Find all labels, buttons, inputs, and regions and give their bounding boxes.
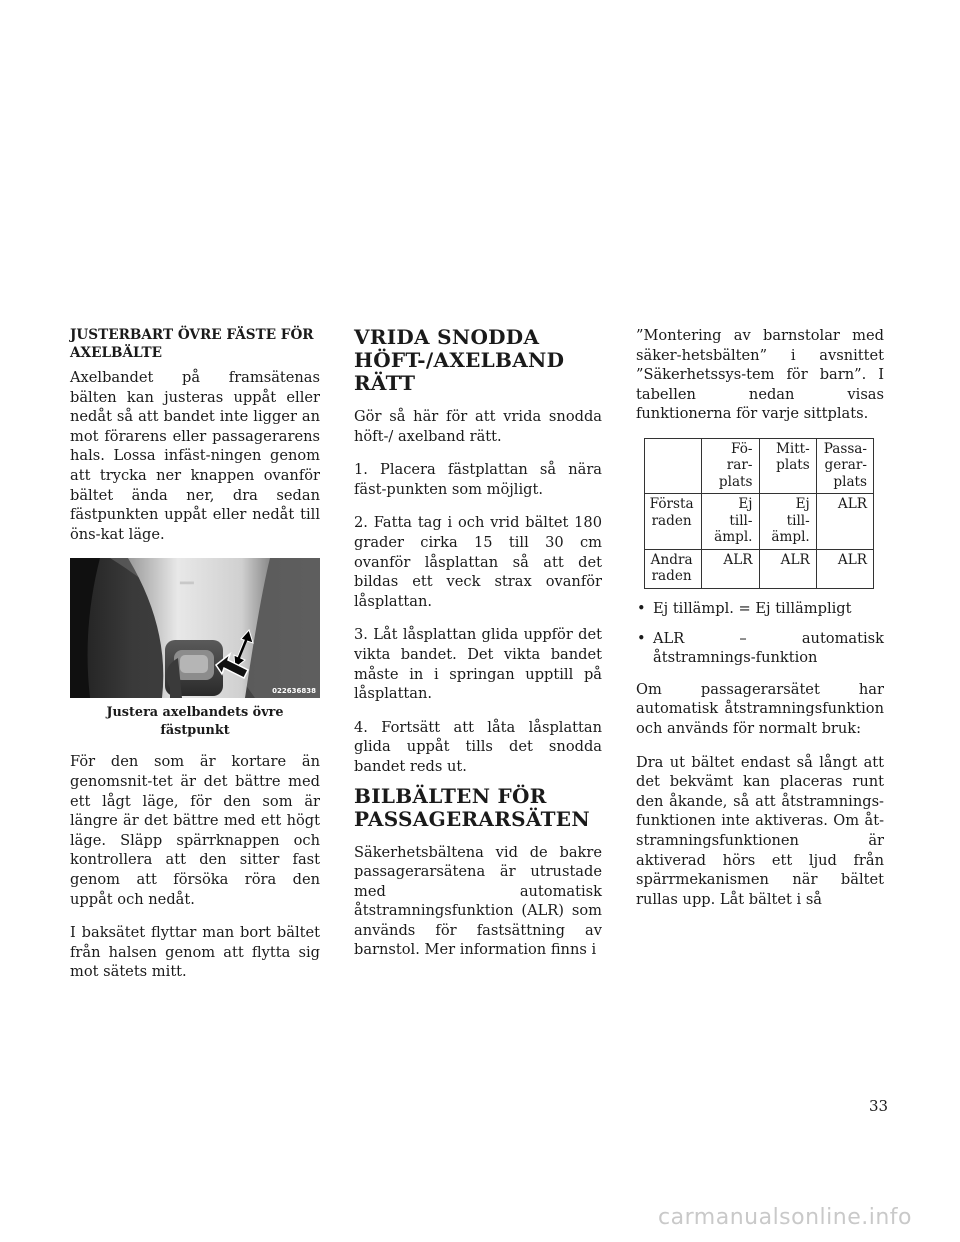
- paragraph-pull-out-belt: Dra ut bältet endast så långt att det bekvämt kan placeras runt den åkande, så att åtstramnings-funktionen inte aktiveras. Om åt-stramningsfunktionen är aktiverad hörs ett ljud från spärrmekanismen när bältet rullas upp. Låt bältet i så: [636, 753, 884, 908]
- table-header-cell: Mitt- plats: [759, 438, 816, 494]
- paragraph-height-advice: För den som är kortare än genomsnit-tet är det bättre med ett lågt läge, för den som är längre är det bättre med ett högt läge. Släpp spärrknappen och kontrollera att den sitter fast genom att försöka röra den uppåt och nedåt.: [70, 753, 320, 908]
- table-header-cell: Fö- rar- plats: [702, 438, 759, 494]
- svg-text:▂▂: ▂▂: [180, 575, 194, 586]
- bullet-list: [636, 599, 884, 668]
- table-cell: ALR: [759, 549, 816, 588]
- table-header-cell: Passa- gerar- plats: [816, 438, 873, 494]
- table-cell: Ej till- ämpl.: [759, 494, 816, 550]
- paragraph-twist-intro: Gör så här för att vrida snodda höft-/ axelband rätt.: [354, 408, 602, 445]
- seating-function-table: [644, 438, 874, 589]
- column-left: [70, 326, 320, 996]
- section-heading-passenger-belts: BILBÄLTEN FÖR PASSAGERARSÄTEN: [354, 783, 590, 831]
- table-row: [645, 494, 874, 550]
- column-right: [636, 326, 884, 923]
- table-row-header: Första raden: [645, 494, 702, 550]
- table-cell: ALR: [702, 549, 759, 588]
- paragraph-alr-intro: Säkerhetsbältena vid de bakre passagerarsätena är utrustade med automatisk åtstramningsfunktion (ALR) som används för fastsättning av barnstol. Mer information finns i: [354, 843, 602, 959]
- paragraph-table-intro: ”Montering av barnstolar med säker-hetsbälten” i avsnittet ”Säkerhetssys-tem för barn”. I tabellen nedan visas funktionerna för varje sittplats.: [636, 327, 884, 423]
- page-number: 33: [869, 1097, 889, 1115]
- paragraph-normal-use: Om passagerarsätet har automatisk åtstramningsfunktion och används för normalt bruk:: [636, 680, 884, 737]
- bullet-alr-definition: • ALR – automatisk åtstramnings-funktion: [636, 629, 884, 668]
- bullet-na-definition: • Ej tillämpl. = Ej tillämpligt: [636, 599, 884, 619]
- step-1: 1. Placera fästplattan så nära fäst-punkten som möjligt.: [354, 461, 602, 498]
- figure-code: 022636838: [272, 687, 316, 696]
- table-header-row: [645, 438, 874, 494]
- step-3: 3. Låt låsplattan glida uppför det vikta bandet. Det vikta bandet måste in i springan upptill på låsplattan.: [354, 626, 602, 703]
- table-cell: Ej till- ämpl.: [702, 494, 759, 550]
- step-2: 2. Fatta tag i och vrid bältet 180 grader cirka 15 till 30 cm ovanför låsplattan så att det bildas ett veck strax ovanför låsplattan.: [354, 514, 602, 610]
- table-header-cell: [645, 438, 702, 494]
- figure-shoulder-belt-anchor: [70, 558, 320, 698]
- paragraph-anchor-adjust: Axelbandet på framsätenas bälten kan justeras uppåt eller nedåt så att bandet inte ligger an mot förarens eller passagerarens hals. Lossa infäst-ningen genom att trycka ner knappen ovanför bältet ända ner, dra sedan fästpunkten uppåt eller nedåt till öns-kat läge.: [70, 369, 320, 543]
- section-heading-upper-anchor: JUSTERBART ÖVRE FÄSTE FÖR AXELBÄLTE: [70, 327, 314, 361]
- figure-caption: Justera axelbandets övre fästpunkt: [106, 705, 284, 739]
- step-4: 4. Fortsätt att låta låsplattan glida uppåt tills det snodda bandet reds ut.: [354, 718, 602, 775]
- paragraph-rear-seat: I baksätet flyttar man bort bältet från halsen genom att flytta sig mot sätets mitt.: [70, 924, 320, 981]
- table-row-header: Andra raden: [645, 549, 702, 588]
- section-heading-twisted-belt: VRIDA SNODDA HÖFT-/AXELBAND RÄTT: [354, 325, 565, 395]
- site-watermark: carmanualsonline.info: [658, 1205, 912, 1230]
- anchor-illustration: [70, 558, 320, 698]
- table-cell: ALR: [816, 494, 873, 550]
- column-middle: [354, 326, 602, 974]
- table-cell: ALR: [816, 549, 873, 588]
- table-row: [645, 549, 874, 588]
